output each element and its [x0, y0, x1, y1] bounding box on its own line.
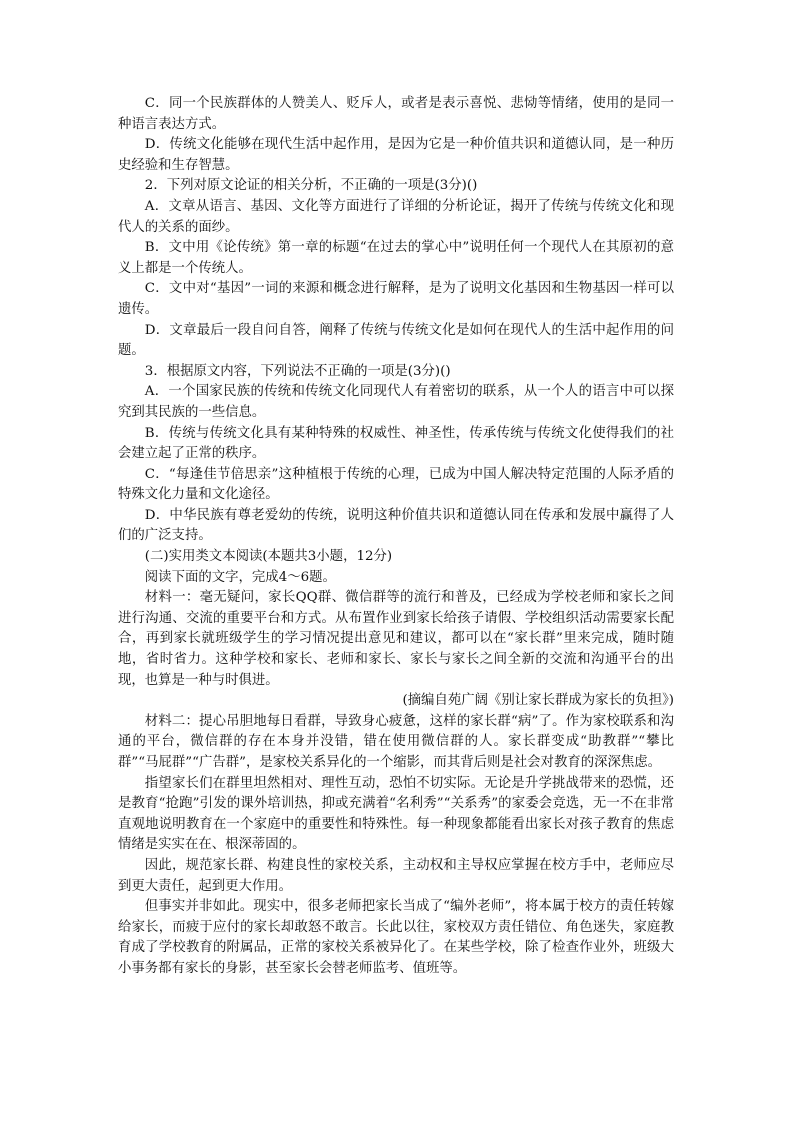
- option-d-q1: D．传统文化能够在现代生活中起作用，是因为它是一种价值共识和道德认同，是一种历史经验和生存智慧。: [118, 137, 674, 173]
- source-citation: (摘编自苑广阔《别让家长群成为家长的负担》): [402, 693, 674, 709]
- material-1: 材料一：毫无疑问，家长QQ群、微信群等的流行和普及，已经成为学校老师和家长之间进行沟通、交流的重要平台和方式。从布置作业到家长给孩子请假、学校组织活动需要家长配合，再到家长就班级学生的学习情况提出意见和建议，都可以在“家长群”里来完成，随时随地，省时省力。这种学校和家长、老师和家长、家长与家长之间全新的交流和沟通平台的出现，也算是一种与时俱进。: [118, 590, 674, 688]
- option-c-q1: C．同一个民族群体的人赞美人、贬斥人，或者是表示喜悦、悲恸等情绪，使用的是同一种语言表达方式。: [118, 96, 674, 132]
- material-2-p4: 但事实并非如此。现实中，很多老师把家长当成了“编外老师”，将本属于校方的责任转嫁给家长，而疲于应付的家长却敢怒不敢言。长此以往，家校双方责任错位、角色迷失，家庭教育成了学校教育的附属品，正常的家校关系被异化了。在某些学校，除了检查作业外，班级大小事务都有家长的身影，甚至家长会替老师监考、值班等。: [118, 899, 674, 976]
- option-d-q2: D．文章最后一段自问自答，阐释了传统与传统文化是如何在现代人的生活中起作用的问题。: [118, 322, 674, 359]
- material-2-p1: 材料二：提心吊胆地每日看群，导致身心疲惫，这样的家长群“病”了。作为家校联系和沟通的平台，微信群的存在本身并没错，错在使用微信群的人。家长群变成“助教群”“攀比群”“马屁群”“广告群”，是家校关系异化的一个缩影，而其背后则是社会对教育的深深焦虑。: [118, 713, 674, 770]
- option-a-q2: A．文章从语言、基因、文化等方面进行了详细的分析论证，揭开了传统与传统文化和现代人的关系的面纱。: [118, 198, 674, 235]
- option-c-q2: C．文中对“基因”一词的来源和概念进行解释，是为了说明文化基因和生物基因一样可以遗传。: [118, 281, 674, 317]
- option-c-q3: C．“每逢佳节倍思亲”这种植根于传统的心理，已成为中国人解决特定范围的人际矛盾的特殊文化力量和文化途径。: [118, 466, 674, 503]
- option-d-q3: D．中华民族有尊老爱幼的传统，说明这种价值共识和道德认同在传承和发展中赢得了人们的广泛支持。: [118, 507, 674, 544]
- section-heading: (二)实用类文本阅读(本题共3小题，12分): [144, 549, 393, 565]
- document-page: [118, 94, 674, 980]
- material-2-p2: 指望家长们在群里坦然相对、理性互动，恐怕不切实际。无论是升学挑战带来的恐慌，还是教育“抢跑”引发的课外培训热，抑或充满着“名利秀”“关系秀”的家委会竞选，无一不在非常直观地说明教育在一个家庭中的重要性和特殊性。每一种现象都能看出家长对孩子教育的焦虑情绪是实实在在、根深蒂固的。: [118, 775, 674, 853]
- option-b-q3: B．传统与传统文化具有某种特殊的权威性、神圣性，传承传统与传统文化使得我们的社会建立起了正常的秩序。: [118, 425, 674, 462]
- reading-instruction: 阅读下面的文字，完成4～6题。: [144, 569, 336, 585]
- question-2: 2．下列对原文论证的相关分析，不正确的一项是(3分)(): [144, 178, 478, 194]
- option-b-q2: B．文中用《论传统》第一章的标题“在过去的掌心中”说明任何一个现代人在其原初的意义上都是一个传统人。: [118, 240, 674, 276]
- option-a-q3: A．一个国家民族的传统和传统文化同现代人有着密切的联系，从一个人的语言中可以探究到其民族的一些信息。: [118, 384, 674, 420]
- material-2-p3: 因此，规范家长群、构建良性的家校关系，主动权和主导权应掌握在校方手中，老师应尽到更大责任，起到更大作用。: [118, 857, 674, 894]
- question-3: 3．根据原文内容，下列说法不正确的一项是(3分)(): [144, 363, 451, 379]
